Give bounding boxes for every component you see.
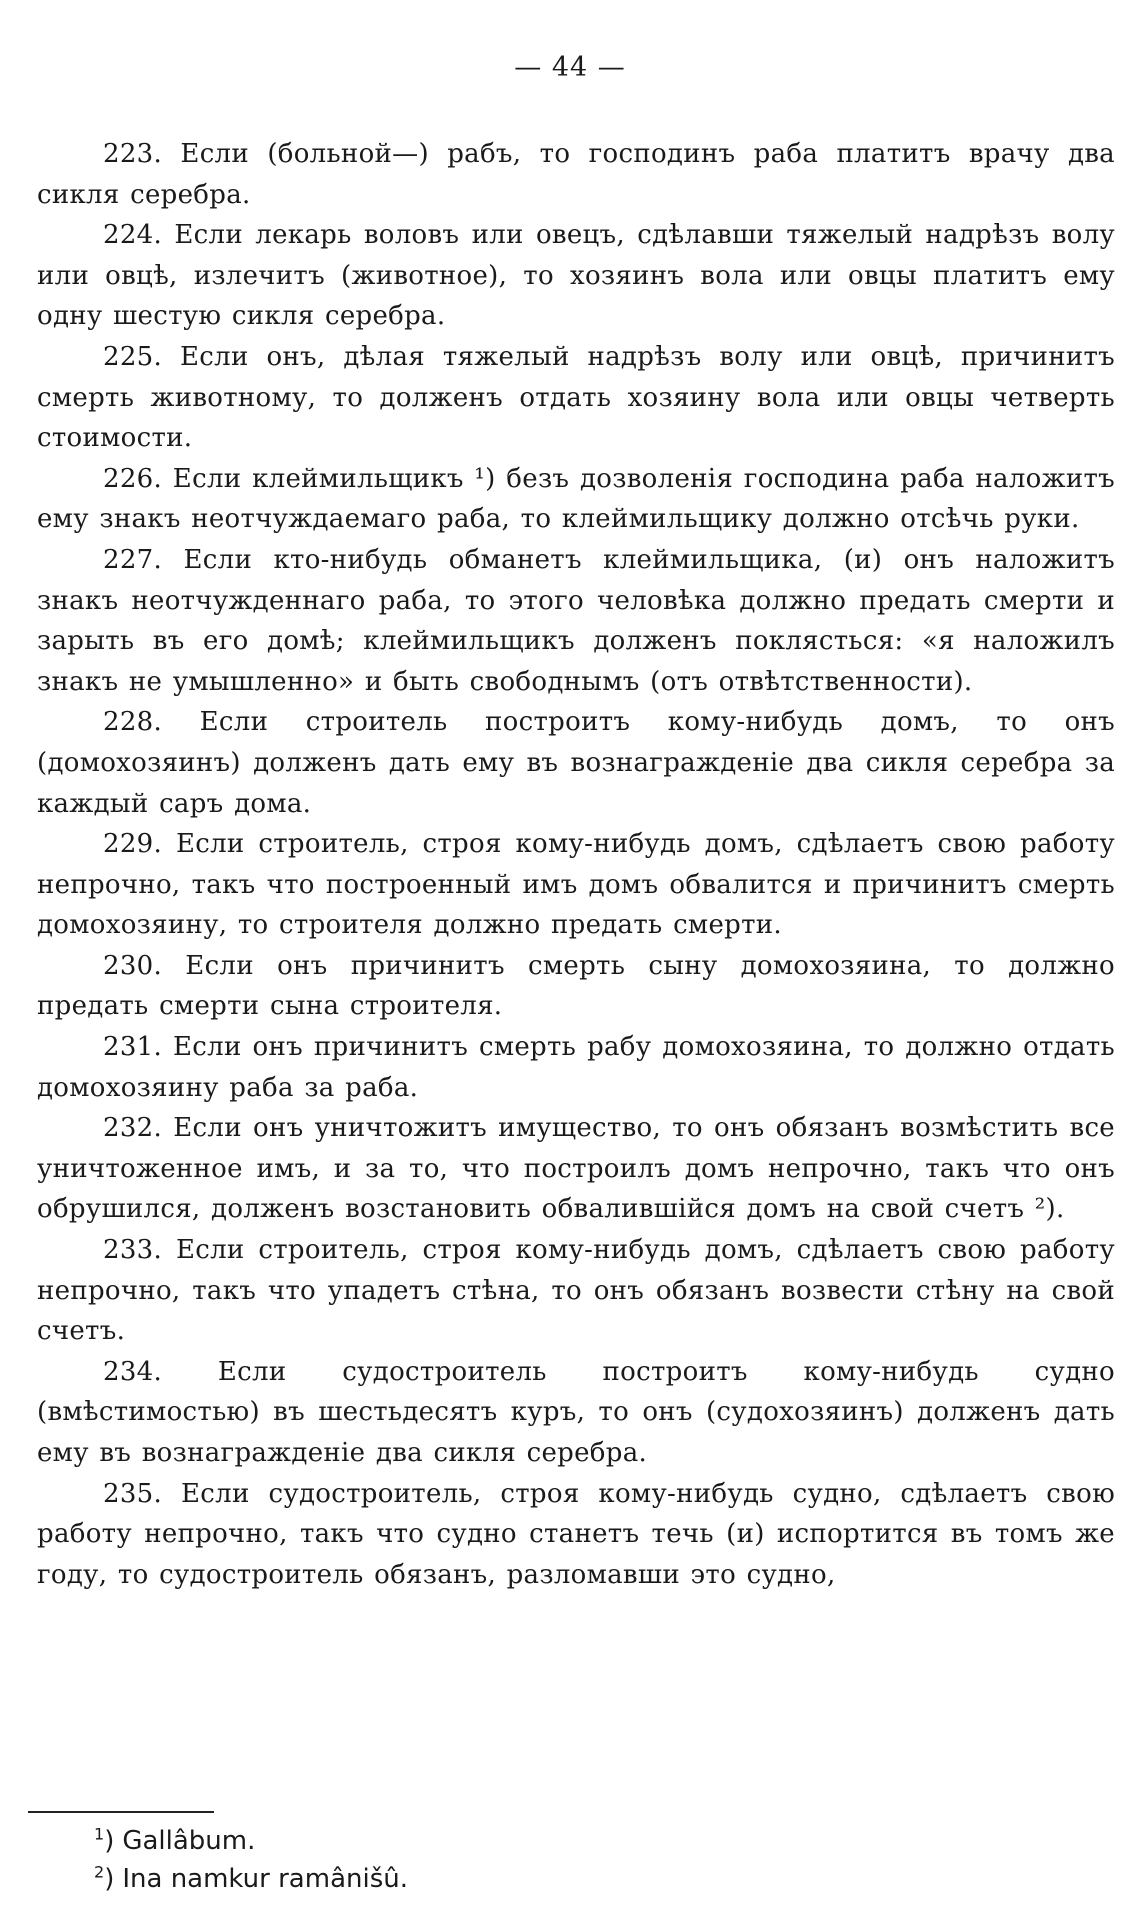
paragraph-234: 234. Если судостроитель построитъ кому-нибудь судно (вмѣстимостью) въ шестьдесятъ куръ, то онъ (судохозяинъ) долженъ дать ему въ вознагражденіе два сикля серебра. (37, 1356, 1115, 1468)
page-number: — 44 — (514, 52, 626, 83)
paragraph-227: 227. Если кто-нибудь обманетъ клеймильщика, (и) онъ наложитъ знакъ неотчужденнаго раба, то этого человѣка должно предать смерти и зарыть въ его домѣ; клеймильщикъ долженъ поклясться: «я наложилъ знакъ не умышленно» и быть свободнымъ (отъ отвѣтственности). (37, 544, 1115, 697)
body-text (37, 134, 1115, 1595)
footnote-2-text: Ina namkur ramânišû. (122, 1864, 408, 1894)
paragraph-230: 230. Если онъ причинитъ смерть сыну домохозяина, то должно предать смерти сына строителя. (37, 950, 1115, 1022)
paragraph-229: 229. Если строитель, строя кому-нибудь домъ, сдѣлаетъ свою работу непрочно, такъ что построенный имъ домъ обвалится и причинитъ смерть домохозяину, то строителя должно предать смерти. (37, 829, 1115, 941)
paragraph-231: 231. Если онъ причинитъ смерть рабу домохозяина, то должно отдать домохозяину раба за раба. (37, 1032, 1115, 1103)
paragraph-233: 233. Если строитель, строя кому-нибудь домъ, сдѣлаетъ свою работу непрочно, такъ что упадетъ стѣна, то онъ обязанъ возвести стѣну на свой счетъ. (37, 1235, 1115, 1347)
footnote-2-mark: 2 (94, 1862, 105, 1882)
paragraph-232: 232. Если онъ уничтожитъ имущество, то онъ обязанъ возмѣстить все уничтоженное имъ, и за то, что построилъ домъ непрочно, такъ что онъ обрушился, долженъ возстановить обвалившійся домъ на свой счетъ ²). (37, 1113, 1115, 1225)
footnote-divider (28, 1811, 214, 1813)
footnote-2-paren: ) (104, 1864, 115, 1894)
footnote-1 (94, 1822, 994, 1860)
paragraph-226: 226. Если клеймильщикъ ¹) безъ дозволенія господина раба наложитъ ему знакъ неотчуждаемаго раба, то клеймильщику должно отсѣчь руки. (37, 463, 1115, 535)
footnotes (94, 1822, 994, 1898)
paragraph-235: 235. Если судостроитель, строя кому-нибудь судно, сдѣлаетъ свою работу непрочно, такъ что судно станетъ течь (и) испортится въ томъ же году, то судостроитель обязанъ, разломавши это судно, (37, 1478, 1115, 1590)
footnote-1-paren: ) (104, 1826, 115, 1856)
footnote-1-text: Gallâbum. (122, 1826, 256, 1856)
footnote-1-mark: 1 (94, 1824, 105, 1844)
paragraph-225: 225. Если онъ, дѣлая тяжелый надрѣзъ волу или овцѣ, причинитъ смерть животному, то долженъ отдать хозяину вола или овцы четверть стоимости. (37, 341, 1115, 454)
paragraph-223: 223. Если (больной—) рабъ, то господинъ раба платитъ врачу два сикля серебра. (37, 139, 1115, 210)
paragraph-224: 224. Если лекарь воловъ или овецъ, сдѣлавши тяжелый надрѣзъ волу или овцѣ, излечитъ (животное), то хозяинъ вола или овцы платитъ ему одну шестую сикля серебра. (37, 220, 1115, 332)
paragraph-228: 228. Если строитель построитъ кому-нибудь домъ, то онъ (домохозяинъ) долженъ дать ему въ вознагражденіе два сикля серебра за каждый саръ дома. (37, 707, 1115, 819)
footnote-2 (94, 1860, 994, 1898)
